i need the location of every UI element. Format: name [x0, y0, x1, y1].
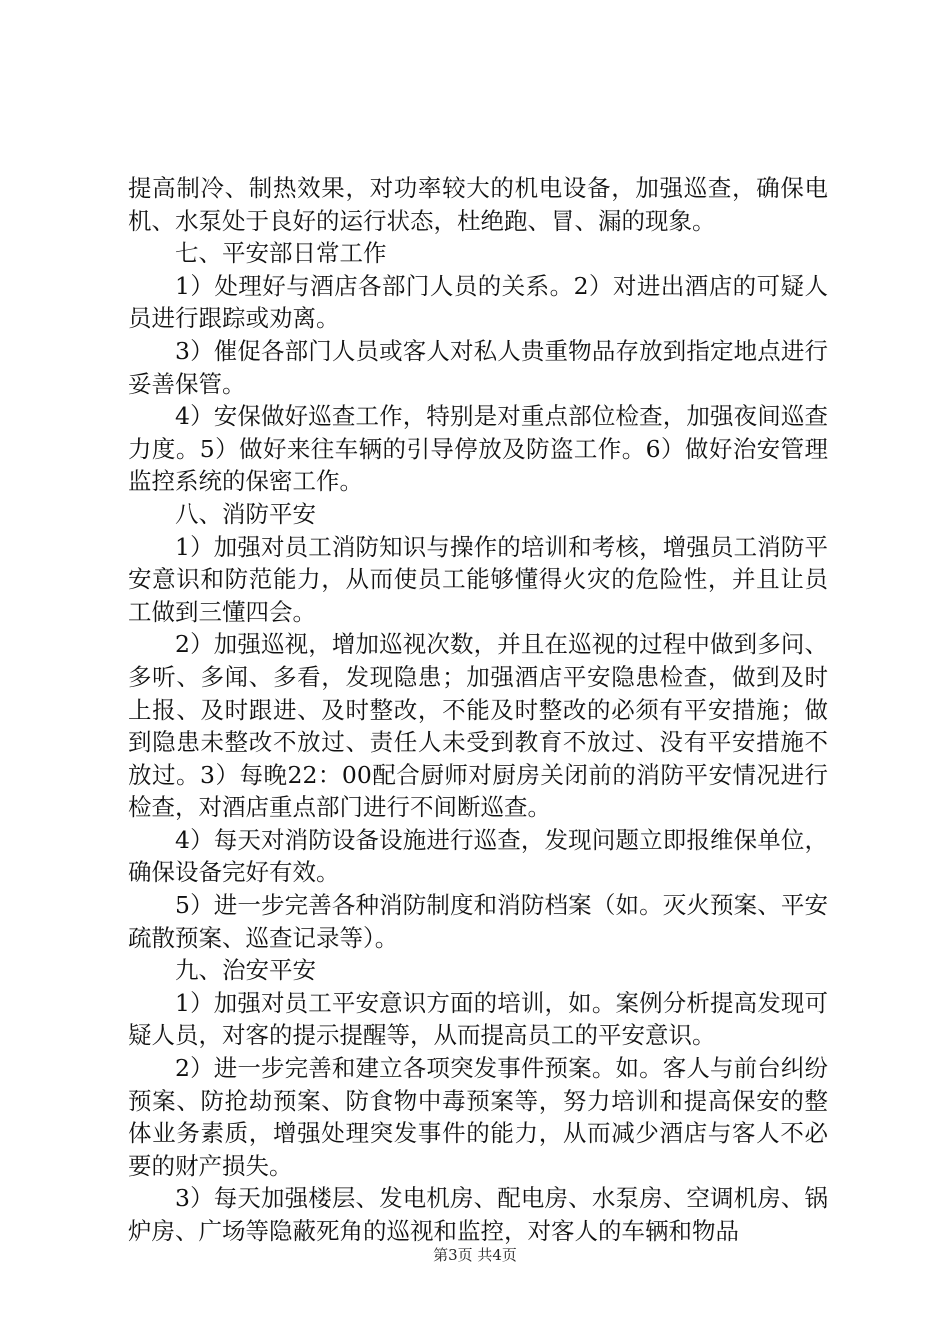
paragraph-continuation: 提高制冷、制热效果，对功率较大的机电设备，加强巡查，确保电机、水泵处于良好的运行状态，杜绝跑、冒、漏的现象。 — [128, 174, 828, 235]
paragraph: 2）加强巡视，增加巡视次数，并且在巡视的过程中做到多问、多听、多闻、多看，发现隐患；加强酒店平安隐患检查，做到及时上报、及时跟进、及时整改，不能及时整改的必须有平安措施；做到隐患未整改不放过、责任人未受到教育不放过、没有平安措施不放过。3）每晚22：00配合厨师对厨房关闭前的消防平安情况进行检查，对酒店重点部门进行不间断巡查。 — [128, 630, 828, 822]
document-body — [128, 172, 828, 1248]
paragraph: 1）加强对员工平安意识方面的培训，如。案例分析提高发现可疑人员，对客的提示提醒等，从而提高员工的平安意识。 — [128, 988, 828, 1050]
section-heading-9: 九、治安平安 — [175, 956, 316, 985]
paragraph: 1）加强对员工消防知识与操作的培训和考核，增强员工消防平安意识和防范能力，从而使员工能够懂得火灾的危险性，并且让员工做到三懂四会。 — [128, 532, 828, 626]
paragraph: 3）催促各部门人员或客人对私人贵重物品存放到指定地点进行妥善保管。 — [128, 336, 828, 398]
paragraph: 3）每天加强楼层、发电机房、配电房、水泵房、空调机房、锅炉房、广场等隐蔽死角的巡视和监控，对客人的车辆和物品 — [128, 1184, 828, 1245]
section-heading-8: 八、消防平安 — [175, 499, 316, 528]
paragraph: 2）进一步完善和建立各项突发事件预案。如。客人与前台纠纷预案、防抢劫预案、防食物中毒预案等，努力培训和提高保安的整体业务素质，增强处理突发事件的能力，从而减少酒店与客人不必要的财产损失。 — [128, 1054, 828, 1180]
paragraph: 4）每天对消防设备设施进行巡查，发现问题立即报维保单位，确保设备完好有效。 — [128, 825, 828, 887]
section-heading-7: 七、平安部日常工作 — [175, 239, 387, 268]
page-footer: 第3页 共4页 — [433, 1246, 517, 1264]
paragraph: 4）安保做好巡查工作，特别是对重点部位检查，加强夜间巡查力度。5）做好来往车辆的引导停放及防盗工作。6）做好治安管理监控系统的保密工作。 — [128, 402, 828, 496]
paragraph: 5）进一步完善各种消防制度和消防档案（如。灭火预案、平安疏散预案、巡查记录等）。 — [128, 891, 828, 952]
paragraph: 1）处理好与酒店各部门人员的关系。2）对进出酒店的可疑人员进行跟踪或劝离。 — [128, 271, 828, 333]
